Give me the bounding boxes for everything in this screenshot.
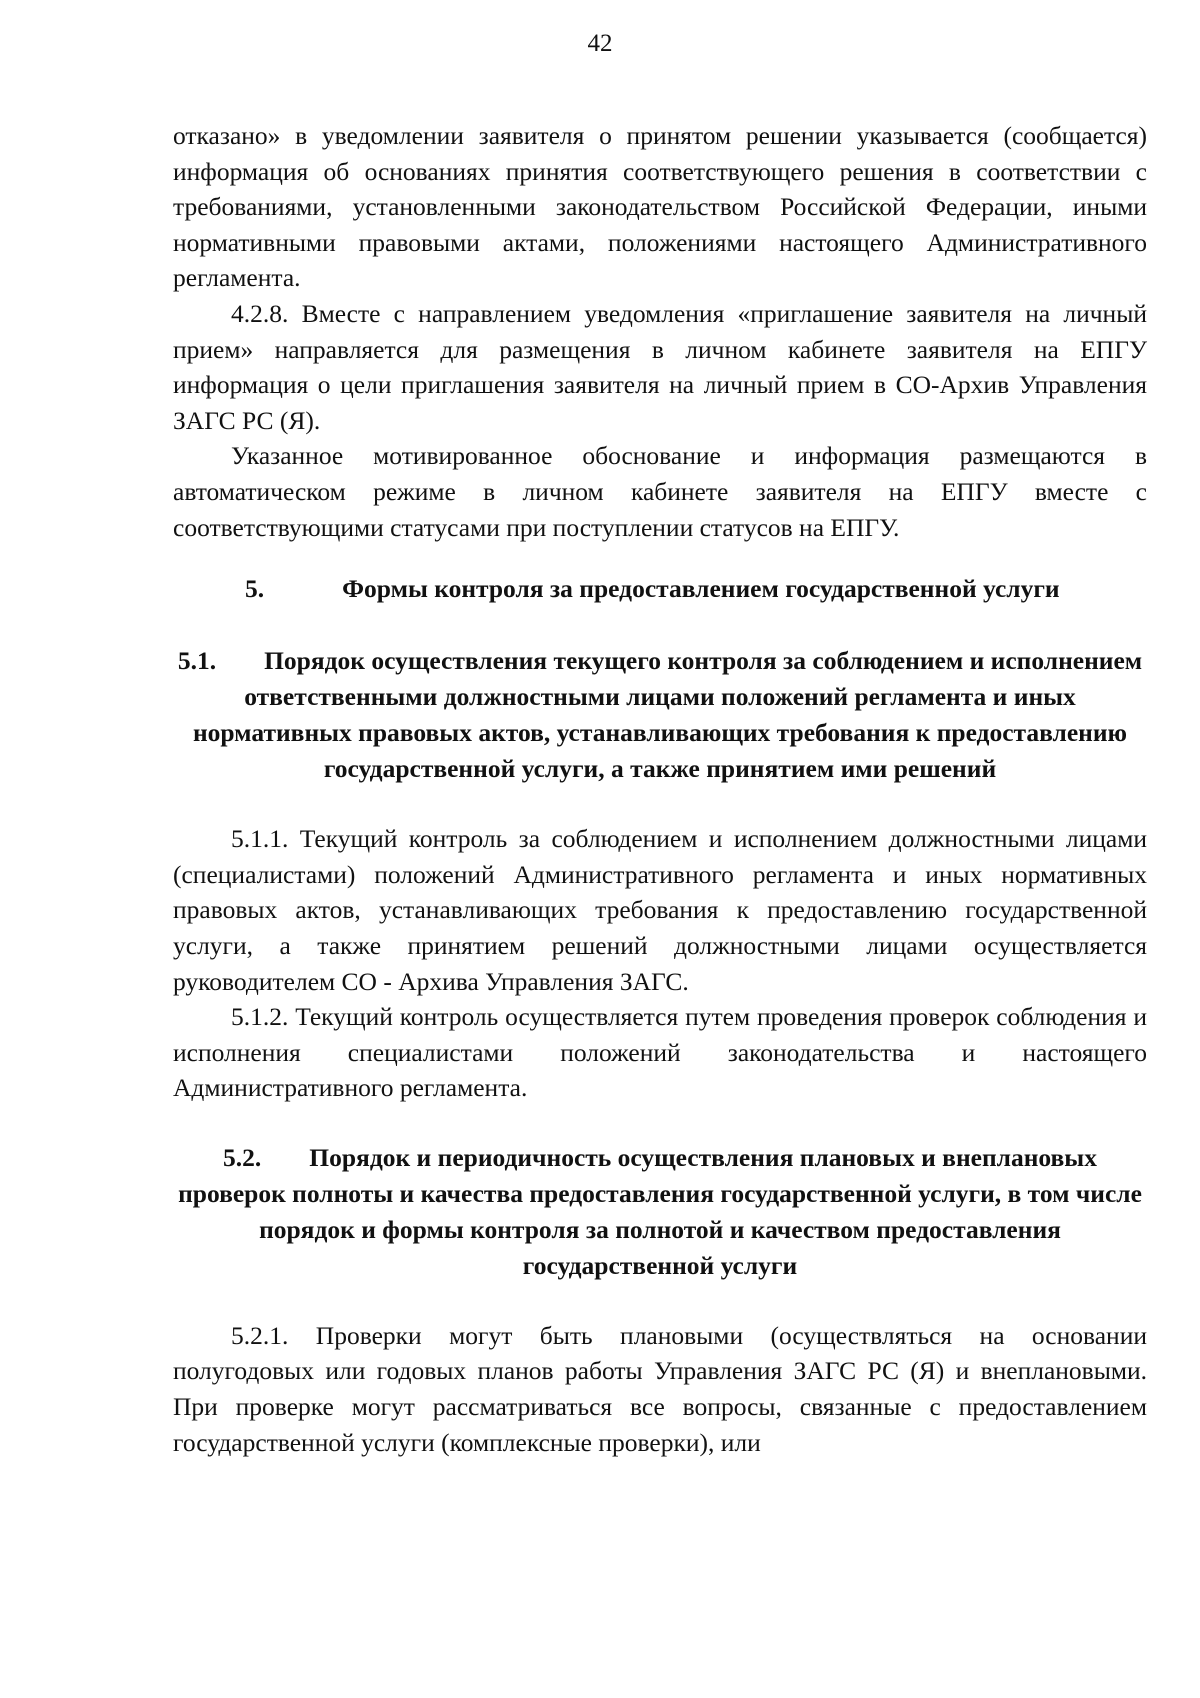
section-5-1-number: 5.1. bbox=[177, 646, 217, 676]
section-5-1-heading bbox=[173, 643, 1147, 787]
section-5-1-title: Порядок осуществления текущего контроля за соблюдением и исполнением ответственными должностными лицами положений регламента и иных нормативных правовых актов, устанавливающих требования к предоставлению государственной услуги, а также принятием ими решений bbox=[192, 646, 1143, 784]
section-5-2-number: 5.2. bbox=[223, 1142, 262, 1172]
section-5-2-title: Порядок и периодичность осуществления плановых и внеплановых проверок полноты и качества предоставления государственной услуги, в том числе порядок и формы контроля за полнотой и качеством предоставления государственной услуги bbox=[178, 1142, 1142, 1280]
section-5-number: 5. bbox=[245, 574, 265, 604]
paragraph-5-1-1: 5.1.1. Текущий контроль за соблюдением и исполнением должностными лицами (специалистами) положений Административного регламента и иных нормативных правовых актов, устанавливающих требования к предоставлению государственной услуги, а также принятием решений должностными лицами осуществляется руководителем СО - Архива Управления ЗАГС. bbox=[173, 824, 1147, 996]
paragraph-4-2-8: 4.2.8. Вместе с направлением уведомления «приглашение заявителя на личный прием» направляется для размещения в личном кабинете заявителя на ЕПГУ информация о цели приглашения заявителя на личный прием в СО-Архив Управления ЗАГС РС (Я). bbox=[173, 298, 1147, 435]
section-5-heading bbox=[173, 571, 1147, 607]
section-5-title: Формы контроля за предоставлением государственной услуги bbox=[342, 574, 1060, 604]
paragraph-5-1-2: 5.1.2. Текущий контроль осуществляется путем проведения проверок соблюдения и исполнения специалистами положений законодательства и настоящего Административного регламента. bbox=[173, 1002, 1147, 1103]
paragraph-motivated-justification: Указанное мотивированное обоснование и информация размещаются в автоматическом режиме в личном кабинете заявителя на ЕПГУ вместе с соответствующими статусами при поступлении статусов на ЕПГУ. bbox=[173, 441, 1147, 542]
paragraph-5-2-1: 5.2.1. Проверки могут быть плановыми (осуществляться на основании полугодовых или годовых планов работы Управления ЗАГС РС (Я) и внеплановыми. При проверке могут рассматриваться все вопросы, связанные с предоставлением государственной услуги (комплексные проверки), или bbox=[173, 1320, 1147, 1457]
page-number: 42 bbox=[587, 30, 613, 57]
paragraph-continuation: отказано» в уведомлении заявителя о принятом решении указывается (сообщается) информация об основаниях принятия соответствующего решения в соответствии с требованиями, установленными законодательством Российской Федерации, иными нормативными правовыми актами, положениями настоящего Административного регламента. bbox=[173, 121, 1147, 293]
page-content bbox=[173, 118, 1147, 1460]
section-5-2-heading bbox=[173, 1140, 1147, 1284]
